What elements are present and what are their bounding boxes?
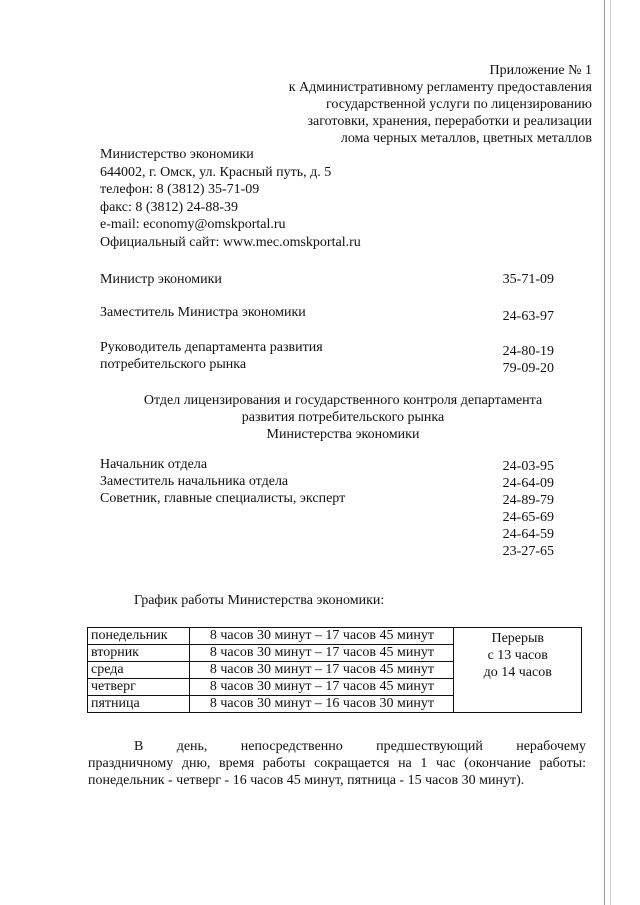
ministry-fax: факс: 8 (3812) 24-88-39 — [100, 199, 238, 215]
department-heading-line: Отдел лицензирования и государственного контроля департамента — [143, 393, 543, 408]
schedule-day: понедельник — [88, 628, 190, 645]
schedule-day: пятница — [88, 696, 190, 713]
break-line: Перерыв — [491, 631, 545, 646]
staff-phone: 24-03-95 — [502, 459, 554, 474]
schedule-title: График работы Министерства экономики: — [134, 593, 385, 608]
official-title — [100, 339, 323, 373]
official-title: Заместитель Министра экономики — [100, 305, 306, 320]
appendix-line: к Административному регламенту предоставления — [288, 80, 592, 95]
official-phones — [503, 343, 554, 377]
appendix-header — [172, 62, 592, 147]
staff-title: Заместитель начальника отдела — [100, 474, 289, 489]
schedule-hours: 8 часов 30 минут – 17 часов 45 минут — [190, 645, 454, 662]
official-phone: 79-09-20 — [502, 361, 554, 376]
staff-phone: 24-89-79 — [502, 493, 554, 508]
break-line: с 13 часов — [487, 648, 548, 663]
staff-phone: 24-64-59 — [502, 527, 554, 542]
ministry-name: Министерство экономики — [100, 147, 254, 162]
scan-edge-line-faint — [610, 0, 611, 905]
official-phone: 24-63-97 — [502, 309, 554, 324]
ministry-email[interactable]: e-mail: economy@omskportal.ru — [100, 217, 286, 232]
department-staff-list — [100, 456, 345, 507]
official-title-line: потребительского рынка — [100, 357, 247, 372]
appendix-number: Приложение № 1 — [489, 63, 592, 78]
official-phone: 35-71-09 — [502, 272, 554, 287]
staff-phone: 24-64-09 — [502, 476, 554, 491]
schedule-day: вторник — [88, 645, 190, 662]
official-title: Министр экономики — [100, 272, 222, 287]
department-heading-line: развития потребительского рынка — [241, 410, 445, 425]
staff-title: Начальник отдела — [100, 457, 208, 472]
schedule-break — [454, 628, 582, 713]
appendix-line: лома черных металлов, цветных металлов — [340, 131, 592, 146]
break-line: до 14 часов — [483, 665, 552, 680]
department-heading — [100, 392, 586, 443]
note-first-line: В день, непосредственно предшествующий нерабочему — [134, 739, 586, 754]
schedule-day: среда — [88, 662, 190, 679]
staff-phone: 23-27-65 — [502, 544, 554, 559]
schedule-hours: 8 часов 30 минут – 17 часов 45 минут — [190, 628, 454, 645]
official-title-line: Руководитель департамента развития — [100, 340, 323, 355]
scan-edge-line — [604, 0, 605, 905]
ministry-address: 644002, г. Омск, ул. Красный путь, д. 5 — [100, 164, 332, 180]
schedule-hours: 8 часов 30 минут – 17 часов 45 минут — [190, 662, 454, 679]
ministry-website[interactable]: Официальный сайт: www.mec.omskportal.ru — [100, 234, 361, 250]
department-heading-line: Министерства экономики — [266, 427, 420, 442]
schedule-table — [87, 627, 582, 713]
staff-title: Советник, главные специалисты, эксперт — [100, 491, 346, 506]
ministry-contacts — [100, 146, 361, 251]
table-row — [88, 628, 582, 645]
schedule-hours: 8 часов 30 минут – 16 часов 30 минут — [190, 696, 454, 713]
pre-holiday-note — [88, 738, 586, 789]
schedule-day: четверг — [88, 679, 190, 696]
ministry-phone: телефон: 8 (3812) 35-71-09 — [100, 182, 260, 197]
official-phone: 24-80-19 — [502, 344, 554, 359]
schedule-hours: 8 часов 30 минут – 17 часов 45 минут — [190, 679, 454, 696]
appendix-line: заготовки, хранения, переработки и реализации — [307, 114, 592, 129]
appendix-line: государственной услуги по лицензированию — [326, 97, 592, 112]
department-phone-list — [503, 458, 554, 560]
note-body: праздничному дню, время работы сокращается на 1 час (окончание работы: понедельник - четверг - 16 часов 45 минут, пятница - 15 часов 30 минут). — [88, 756, 586, 788]
staff-phone: 24-65-69 — [502, 510, 554, 525]
